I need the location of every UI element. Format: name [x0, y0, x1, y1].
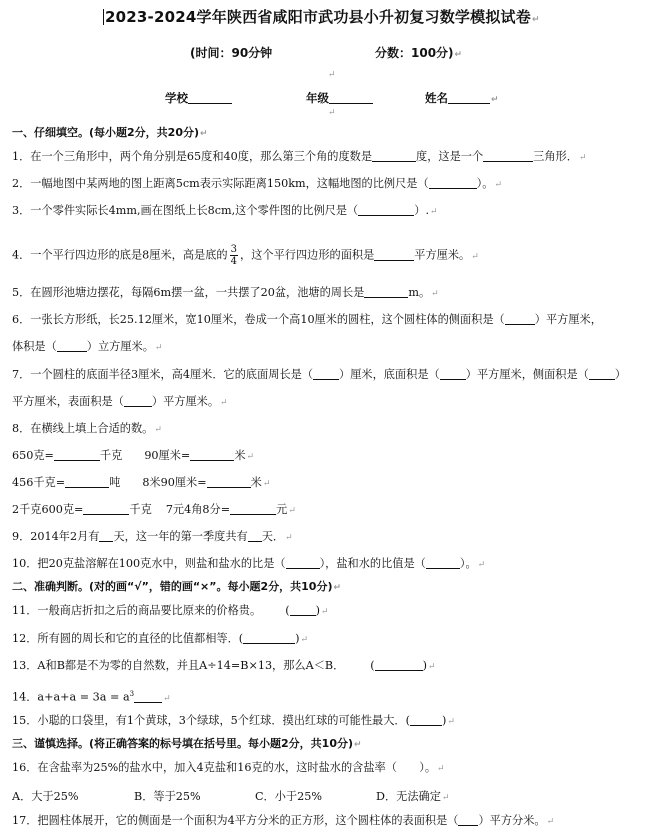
section-2-heading	[12, 580, 341, 595]
option-d[interactable]	[376, 788, 449, 804]
return-mark-icon: ↵	[320, 607, 329, 617]
option-a[interactable]	[12, 788, 79, 804]
return-mark-icon: ↵	[288, 506, 296, 516]
question-7-line-1	[12, 368, 626, 382]
return-mark-icon: ↵	[328, 70, 336, 80]
question-text: 二、准确判断。(对的画“√”，错的画“×”。每小题2分，共10分)	[12, 580, 333, 593]
answer-blank[interactable]	[57, 340, 87, 352]
return-mark-icon: ↵	[546, 817, 555, 827]
question-text: 3	[129, 690, 135, 698]
question-13	[12, 659, 436, 674]
question-text: 吨	[109, 476, 121, 489]
question-6-line-2	[12, 340, 162, 355]
return-mark-icon: ↵	[431, 289, 439, 299]
answer-blank[interactable]	[426, 557, 460, 569]
question-text: ）。	[476, 177, 494, 190]
question-text: A．大于25%	[12, 790, 79, 803]
answer-blank[interactable]	[372, 150, 416, 162]
answer-blank[interactable]	[286, 557, 320, 569]
question-text: ）。	[459, 557, 477, 570]
question-text: 11．一般商店折扣之后的商品要比原来的价格贵。	[12, 604, 262, 617]
answer-blank[interactable]	[440, 368, 466, 380]
answer-blank[interactable]	[190, 449, 234, 461]
question-text: )	[422, 659, 428, 672]
return-mark-icon: ↵	[441, 793, 450, 803]
return-mark-icon: ↵	[471, 251, 479, 262]
answer-blank[interactable]	[124, 395, 152, 407]
question-8	[12, 422, 162, 437]
question-text: 三、谨慎选择。(将正确答案的标号填在括号里。每小题2分，共10分)	[12, 737, 354, 750]
exam-time	[190, 44, 272, 61]
question-text: 7元4角8分=	[165, 503, 231, 516]
section-1-heading	[12, 126, 208, 141]
return-mark-icon: ↵	[333, 583, 342, 593]
return-mark-icon: ↵	[262, 479, 271, 489]
question-text: 5．在圆形池塘边摆花，每隔6m摆一盆，一共摆了20盆，池塘的周长是	[12, 286, 365, 299]
question-text: ，这个平行四边形的面积是	[240, 248, 375, 262]
question-text: ）.	[414, 204, 429, 217]
return-mark-icon: ↵	[154, 343, 163, 353]
question-text: 平方厘米。	[414, 248, 471, 262]
return-mark-icon: ↵	[447, 717, 455, 727]
return-mark-icon: ↵	[578, 153, 587, 163]
question-15	[12, 714, 455, 729]
answer-blank[interactable]	[375, 659, 423, 671]
question-text: 4	[230, 256, 237, 267]
question-8-row-1	[12, 449, 254, 464]
question-text: D．无法确定	[376, 790, 441, 803]
question-5	[12, 286, 439, 301]
answer-blank[interactable]	[313, 368, 339, 380]
question-text: m。	[408, 286, 431, 299]
question-7-line-2	[12, 395, 228, 410]
question-text: (	[370, 659, 375, 672]
question-text: 一、仔细填空。(每小题2分，共20分)	[12, 126, 200, 139]
question-10	[12, 557, 485, 572]
answer-blank[interactable]	[65, 476, 109, 488]
return-mark-icon: ↵	[200, 129, 208, 139]
answer-blank[interactable]	[448, 92, 490, 104]
question-text: 8米90厘米=	[142, 476, 207, 489]
return-mark-icon: ↵	[437, 764, 445, 774]
question-16	[12, 761, 445, 776]
answer-blank[interactable]	[410, 714, 442, 726]
answer-blank[interactable]	[83, 503, 129, 515]
question-9	[12, 530, 293, 545]
option-b[interactable]	[134, 788, 201, 804]
question-2	[12, 177, 502, 192]
question-text: 年级	[306, 91, 329, 105]
exam-title	[103, 6, 540, 27]
return-mark-icon: ↵	[246, 452, 255, 462]
answer-blank[interactable]	[589, 368, 615, 380]
question-text: 90厘米=	[144, 449, 191, 462]
question-text: 体积是（	[12, 340, 57, 353]
return-mark-icon: ↵	[430, 207, 438, 217]
return-mark-icon: ↵	[285, 533, 293, 543]
question-4	[12, 244, 479, 267]
name-field[interactable]	[425, 90, 499, 106]
question-text: 度，这是一个	[416, 150, 484, 163]
question-text: 学校	[165, 91, 188, 105]
question-text: ）平方厘米，侧面积是（	[465, 368, 589, 381]
question-text: 13．A和B都是不为零的自然数，并且A÷14=B×13，那么A＜B．	[12, 659, 345, 672]
return-mark-icon: ↵	[154, 425, 162, 435]
title-text: 2023-2024学年陕西省咸阳市武功县小升初复习数学模拟试卷	[105, 8, 531, 26]
question-text: 15．小聪的口袋里，有1个黄球，3个绿球，5个红球．摸出红球的可能性最大．(	[12, 714, 410, 727]
fraction-three-quarters	[230, 244, 238, 267]
return-mark-icon: ↵	[494, 180, 502, 190]
school-field[interactable]	[165, 90, 232, 106]
question-text: 2．一幅地图中某两地的图上距离5cm表示实际距离150km，这幅地图的比例尺是（	[12, 177, 429, 190]
question-text: B．等于25%	[134, 790, 201, 803]
return-mark-icon: ↵	[300, 635, 309, 645]
question-text: 7．一个圆柱的底面半径3厘米，高4厘米．它的底面周长是（	[12, 368, 314, 381]
answer-blank[interactable]	[207, 476, 251, 488]
question-text: 3．一个零件实际长4mm,画在图纸上长8cm,这个零件图的比例尺是（	[12, 204, 359, 217]
question-text: 2千克600克=	[12, 503, 84, 516]
question-text: 米	[234, 449, 246, 462]
return-mark-icon: ↵	[454, 50, 463, 60]
question-text: 650克=	[12, 449, 54, 462]
question-text: 千克	[99, 449, 123, 462]
question-text: 8．在横线上填上合适的数。	[12, 422, 154, 435]
question-text: ）平方分米。	[478, 814, 546, 827]
answer-blank[interactable]	[458, 814, 478, 826]
answer-blank[interactable]	[364, 286, 408, 298]
question-6-line-1	[12, 313, 602, 327]
question-text: 14．a+a+a = 3a = a	[12, 690, 130, 704]
question-text: 9．2014年2月有	[12, 530, 100, 543]
question-text: (	[285, 604, 290, 617]
question-text: ）立方厘米。	[86, 340, 154, 353]
question-text: 1．在一个三角形中，两个角分别是65度和40度，那么第三个角的度数是	[12, 150, 373, 163]
return-mark-icon: ↵	[220, 398, 228, 408]
question-text: )	[295, 632, 300, 645]
question-14	[12, 687, 171, 706]
answer-blank[interactable]	[99, 530, 113, 542]
exam-score	[375, 44, 462, 61]
return-mark-icon: ↵	[531, 15, 540, 25]
question-text: 平方厘米，表面积是（	[12, 395, 124, 408]
question-text: ）平方厘米，	[534, 313, 602, 326]
answer-blank[interactable]	[374, 249, 414, 261]
return-mark-icon: ↵	[491, 95, 499, 105]
question-text: 16．在含盐率为25%的盐水中，加入4克盐和16克的水，这时盐水的含盐率（ ）。	[12, 761, 437, 774]
return-mark-icon: ↵	[354, 740, 362, 750]
answer-blank[interactable]	[54, 449, 100, 461]
question-1	[12, 150, 586, 165]
question-text: 三角形．	[533, 150, 578, 163]
answer-blank[interactable]	[230, 503, 276, 515]
answer-blank[interactable]	[329, 92, 373, 104]
question-text: 姓名	[425, 91, 448, 105]
answer-blank[interactable]	[188, 92, 232, 104]
section-3-heading	[12, 737, 362, 752]
question-text: 千克	[129, 503, 152, 516]
question-8-row-2	[12, 476, 270, 491]
question-text: 456千克=	[12, 476, 66, 489]
question-text: )	[441, 714, 447, 727]
answer-blank[interactable]	[483, 150, 533, 162]
return-mark-icon: ↵	[477, 560, 486, 570]
question-text: 米	[250, 476, 262, 489]
answer-blank[interactable]	[243, 632, 295, 644]
question-text: C．小于25%	[255, 790, 322, 803]
question-11	[12, 604, 328, 619]
question-text: 天，这一年的第一季度共有	[113, 530, 248, 543]
return-mark-icon: ↵	[328, 108, 336, 118]
question-text: 分数：100分)	[375, 46, 454, 60]
question-12	[12, 632, 308, 647]
question-17	[12, 814, 554, 829]
question-text: (时间：90分钟	[190, 46, 273, 60]
question-text: )	[315, 604, 320, 617]
return-mark-icon: ↵	[163, 693, 171, 704]
question-text: ）	[614, 368, 627, 381]
question-text: 4．一个平行四边形的底是8厘米，高是底的	[12, 248, 228, 262]
answer-blank[interactable]	[358, 204, 414, 216]
return-mark-icon: ↵	[428, 662, 436, 672]
answer-blank[interactable]	[248, 530, 262, 542]
question-8-row-3	[12, 503, 296, 518]
grade-field[interactable]	[306, 90, 373, 106]
question-text: 17．把圆柱体展开，它的侧面是一个面积为4平方分米的正方形，这个圆柱体的表面积是（	[12, 814, 459, 827]
question-text: 元	[276, 503, 288, 516]
question-3	[12, 204, 438, 219]
answer-blank[interactable]	[505, 313, 535, 325]
answer-blank[interactable]	[429, 177, 477, 189]
question-text: 3	[230, 244, 237, 255]
question-text: 天．	[261, 530, 285, 543]
answer-blank[interactable]	[134, 691, 162, 703]
option-c[interactable]	[255, 788, 322, 804]
text-cursor	[103, 9, 104, 25]
question-text: ）厘米，底面积是（	[339, 368, 440, 381]
answer-blank[interactable]	[290, 604, 316, 616]
question-text: ）平方厘米。	[151, 395, 220, 408]
question-text: 12．所有圆的周长和它的直径的比值都相等．(	[12, 632, 244, 645]
question-text: 10．把20克盐溶解在100克水中，则盐和盐水的比是（	[12, 557, 286, 570]
question-text: ），盐和水的比值是（	[319, 557, 426, 570]
question-text: 6．一张长方形纸，长25.12厘米，宽10厘米，卷成一个高10厘米的圆柱，这个圆柱体的侧面积是（	[12, 313, 505, 326]
